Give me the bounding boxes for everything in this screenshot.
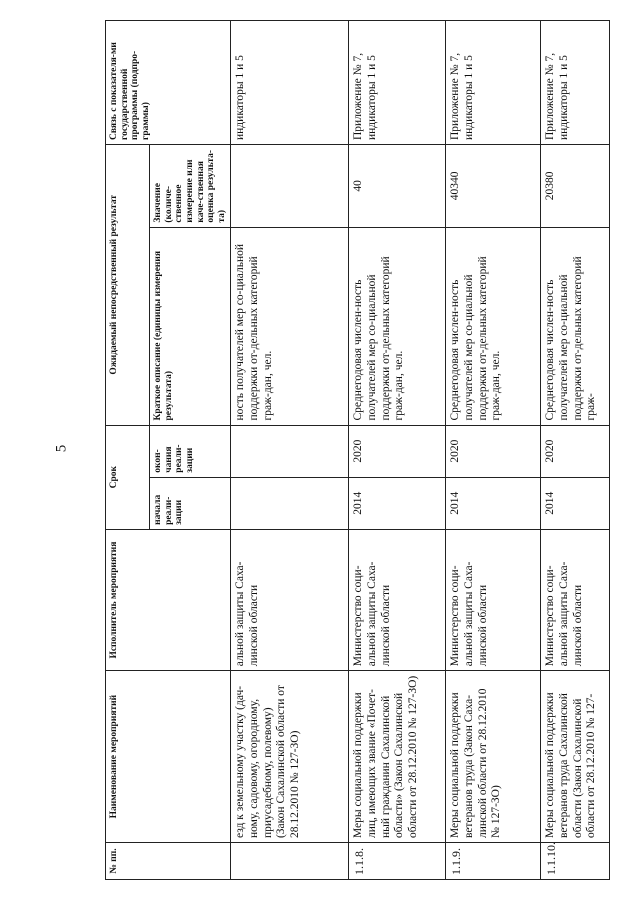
- row-name: Меры социальной поддержки ветеранов труда Сахалинской области (Закон Сахалинской области от 28.12.2010 № 127-: [541, 671, 610, 843]
- row-num: 1.1.10.: [541, 843, 610, 880]
- row-start: 2014: [541, 477, 610, 529]
- header-name: Наименование мероприятий: [106, 671, 231, 843]
- row-value: 40340: [446, 145, 541, 228]
- row-end: [231, 425, 349, 477]
- header-link: Связь с показателя-ми государственной программы (подпро-граммы): [106, 21, 231, 145]
- row-num: 1.1.9.: [446, 843, 541, 880]
- row-link: Приложение № 7, индикаторы 1 и 5: [541, 21, 610, 145]
- row-executor: Министерство соци-альной защиты Саха-линской области: [541, 529, 610, 670]
- row-name: Меры социальной поддержки лиц, имеющих звание «Почет-ный гражданин Сахалинской области» (Закон Сахалинской области от 28.12.2010 № 127-ЗО): [349, 671, 446, 843]
- row-end: 2020: [446, 425, 541, 477]
- header-term-end: окон-чания реали-зации: [150, 425, 231, 477]
- header-num: № пп.: [106, 843, 231, 880]
- row-executor: альной защиты Саха-линской области: [231, 529, 349, 670]
- row-name: езд к земельному участку (дач-ному, садовому, огородному, приусадебному, полевому) (Закон Сахалинской области от 28.12.2010 № 127-ЗО): [231, 671, 349, 843]
- row-value: 20380: [541, 145, 610, 228]
- row-start: [231, 477, 349, 529]
- row-executor: Министерство соци-альной защиты Саха-линской области: [349, 529, 446, 670]
- row-executor: Министерство соци-альной защиты Саха-линской области: [446, 529, 541, 670]
- row-value: [231, 145, 349, 228]
- header-term-start: начала реали-зации: [150, 477, 231, 529]
- header-row-1: [106, 21, 150, 880]
- table-row: [349, 21, 446, 880]
- table-row: [446, 21, 541, 880]
- row-link: Приложение № 7, индикаторы 1 и 5: [349, 21, 446, 145]
- row-link: индикаторы 1 и 5: [231, 21, 349, 145]
- rotated-table-container: [105, 20, 610, 880]
- row-end: 2020: [541, 425, 610, 477]
- measures-table: [105, 20, 610, 880]
- header-exp-value: Значение (количе-ственное измерение или каче-ственная оценка результа-та): [150, 145, 231, 228]
- row-num: 1.1.8.: [349, 843, 446, 880]
- header-expected: Ожидаемый непосредственный результат: [106, 145, 150, 426]
- row-start: 2014: [446, 477, 541, 529]
- table-row: [231, 21, 349, 880]
- row-link: Приложение № 7, индикаторы 1 и 5: [446, 21, 541, 145]
- table-row: [541, 21, 610, 880]
- page-number: 5: [53, 444, 70, 453]
- row-desc: Среднегодовая числен-ность получателей мер со-циальной поддержки от-дельных категорий граж-: [541, 227, 610, 425]
- row-start: 2014: [349, 477, 446, 529]
- row-desc: Среднегодовая числен-ность получателей мер со-циальной поддержки от-дельных категорий граж-дан, чел.: [446, 227, 541, 425]
- row-value: 40: [349, 145, 446, 228]
- row-num: [231, 843, 349, 880]
- header-exp-desc: Краткое описание (единицы измерения результата): [150, 227, 231, 425]
- header-executor: Исполнитель мероприятия: [106, 529, 231, 670]
- row-end: 2020: [349, 425, 446, 477]
- header-term: Срок: [106, 425, 150, 529]
- row-desc: Среднегодовая числен-ность получателей мер со-циальной поддержки от-дельных категорий граж-дан, чел.: [349, 227, 446, 425]
- row-desc: ность получателей мер со-циальной поддержки от-дельных категорий граж-дан, чел.: [231, 227, 349, 425]
- row-name: Меры социальной поддержки ветеранов труда (Закон Саха-линской области от 28.12.2010 № 127-ЗО): [446, 671, 541, 843]
